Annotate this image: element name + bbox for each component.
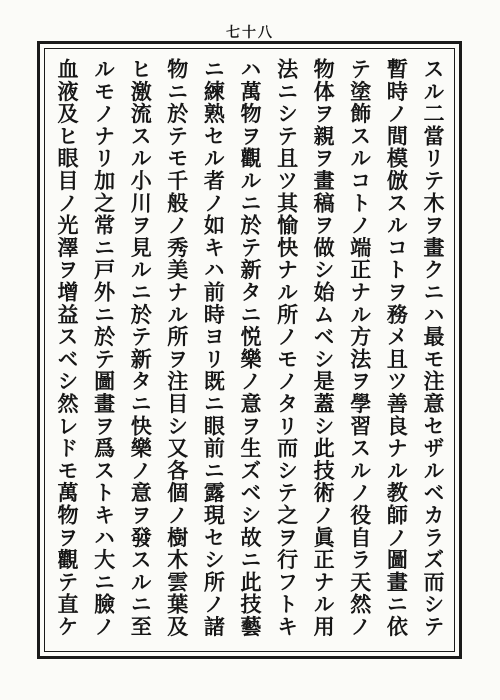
text-column-4: 物体ヲ親ヲ畫稿ヲ做シ始ムベシ是蓋シ此技術ノ眞正ナル用 [311, 58, 337, 638]
text-column-11: 血液及ヒ眼目ノ光澤ヲ增益スベシ然レドモ萬物ヲ觀テ直ケ [55, 58, 80, 638]
text-column-5: 法ニシテ且ツ其愉快ナル所ノモノタリ而シテ之ヲ行フトキ [274, 58, 300, 638]
text-column-10: ルモノナリ加之常ニ戸外ニ於テ圖畫ヲ爲ストキハ大ニ臉ノ [91, 58, 117, 638]
text-column-9: ヒ激流スル小川ヲ見ルニ於テ新タニ快樂ノ意ヲ發スルニ至 [128, 58, 154, 638]
text-column-1: スル二當リテ木ヲ畫クニハ最モ注意セザルベカラズ而シテ [420, 58, 446, 638]
text-column-3: テ塗飾スルコトノ端正ナル方法ヲ學習スルノ役自ラ天然ノ [347, 58, 373, 638]
text-column-6: ハ萬物ヲ觀ルニ於テ新タニ悦樂ノ意ヲ生ズベシ故ニ此技藝 [237, 58, 263, 638]
text-column-7: ニ練熟セル者ノ如キハ前時ヨリ既ニ眼前ニ露現セシ所ノ諸 [201, 58, 227, 638]
text-column-2: 暫時ノ間模倣スルコトヲ務メ且ツ善良ナル教師ノ圖畫ニ依 [384, 58, 410, 638]
page-number: 七十八 [226, 25, 274, 41]
text-body [54, 58, 446, 646]
text-column-8: 物ニ於テモ千般ノ秀美ナル所ヲ注目シ又各個ノ樹木雲葉及 [164, 58, 190, 638]
